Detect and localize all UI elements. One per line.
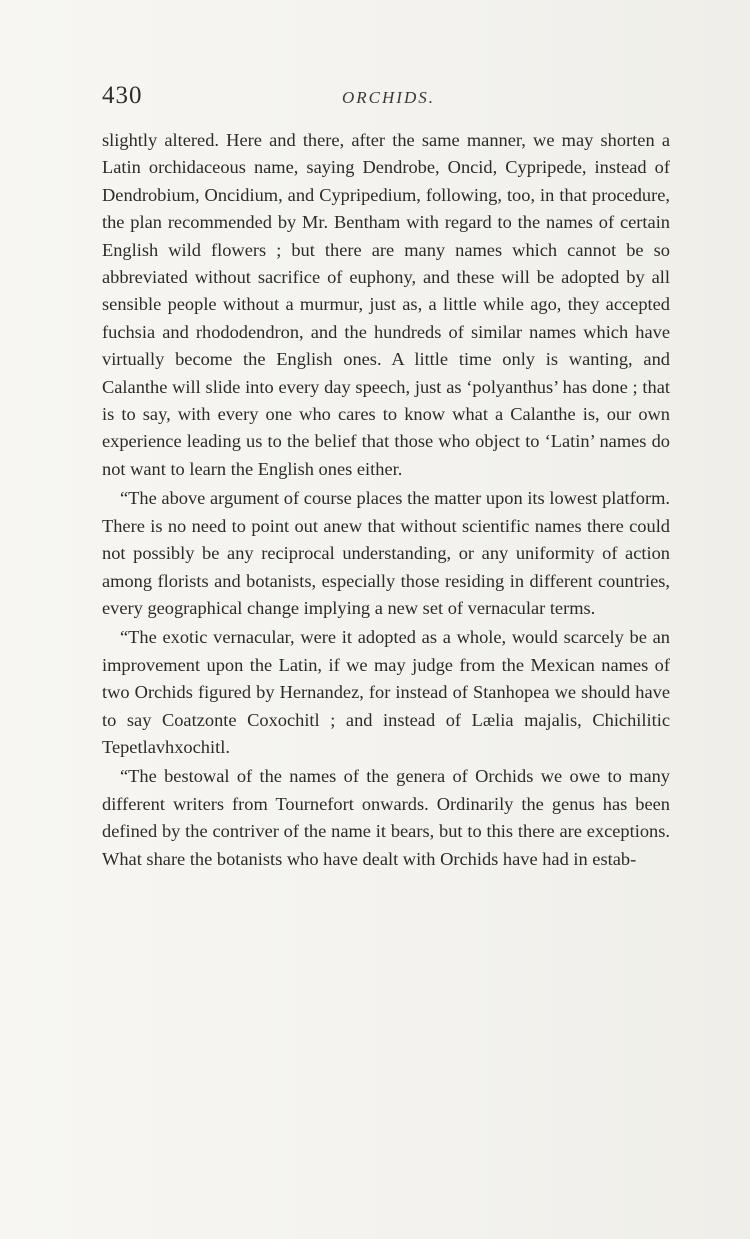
- running-title: ORCHIDS.: [342, 88, 435, 107]
- page-number: 430: [102, 82, 143, 109]
- paragraph-1: slightly altered. Here and there, after the same manner, we may shorten a Latin orchidaceous name, saying Dendrobe, Oncid, Cypripede, instead of Dendrobium, Oncidium, and Cypripedium, following, too, in that procedure, the plan recommended by Mr. Bentham with regard to the names of certain English wild flowers ; but there are many names which cannot be so abbreviated without sacrifice of euphony, and these will be adopted by all sensible people without a murmur, just as, a little while ago, they accepted fuchsia and rhododendron, and the hundreds of similar names which have virtually become the English ones. A little time only is wanting, and Calanthe will slide into every day speech, just as ‘polyanthus’ has done ; that is to say, with every one who cares to know what a Calanthe is, our own experience leading us to the belief that those who object to ‘Latin’ names do not want to learn the English ones either.: [102, 130, 670, 479]
- page-header: [102, 82, 672, 118]
- paragraph-2: “The above argument of course places the matter upon its lowest platform. There is no need to point out anew that without scientific names there could not possibly be any reciprocal understanding, or any uniformity of action among florists and botanists, especially those residing in different countries, every geographical change implying a new set of vernacular terms.: [102, 488, 670, 618]
- paragraph-4: “The bestowal of the names of the genera of Orchids we owe to many different writers from Tournefort onwards. Ordinarily the genus has been defined by the contriver of the name it bears, but to this there are exceptions. What share the botanists who have dealt with Orchids have had in estab-: [102, 766, 670, 869]
- body-text: [102, 127, 670, 873]
- paragraph-3: “The exotic vernacular, were it adopted as a whole, would scarcely be an improvement upon the Latin, if we may judge from the Mexican names of two Orchids figured by Hernandez, for instead of Stanhopea we should have to say Coatzonte Coxochitl ; and instead of Lælia majalis, Chichilitic Tepetlavhxochitl.: [102, 627, 670, 757]
